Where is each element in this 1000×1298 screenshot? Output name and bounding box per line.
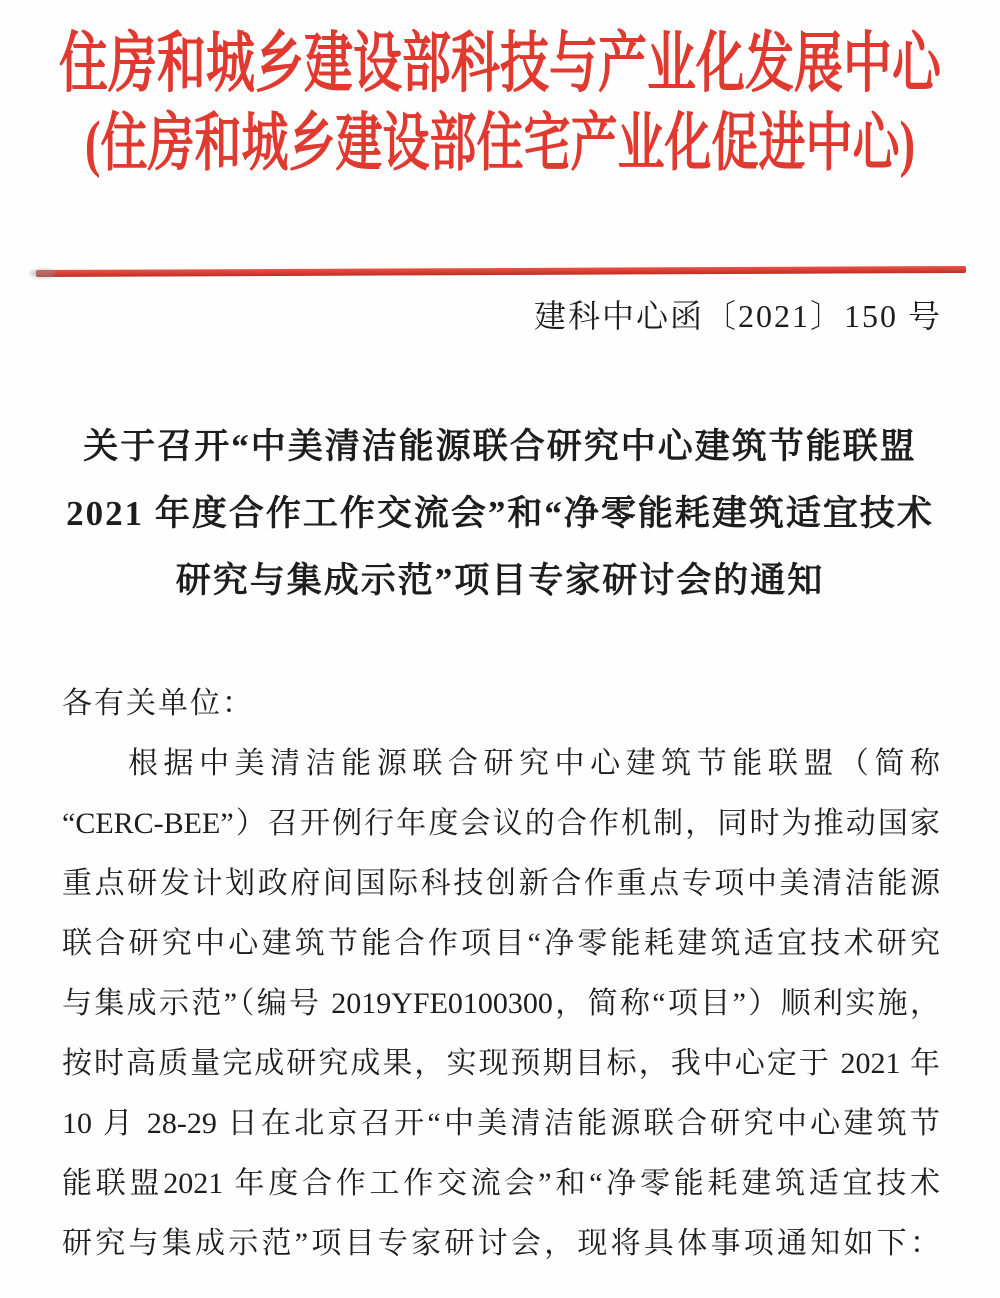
notice-title — [0, 413, 1000, 614]
letterhead-org-alias: (住房和城乡建设部住宅产业化促进中心) — [84, 108, 916, 180]
body-line: 根据中美清洁能源联合研究中心建筑节能联盟（简称 — [128, 747, 940, 780]
letterhead-divider-rule — [36, 266, 966, 277]
body-line: 与集成示范”（编号 2019YFE0100300，简称“项目”）顺利实施， — [62, 987, 940, 1020]
notice-title-line-1: 关于召开“中美清洁能源联合研究中心建筑节能联盟 — [83, 427, 917, 466]
notice-title-line-3: 研究与集成示范”项目专家研讨会的通知 — [175, 561, 825, 600]
body-line: 能联盟2021 年度合作工作交流会”和“净零能耗建筑适宜技术 — [62, 1167, 940, 1200]
body-line: 按时高质量完成研究成果，实现预期目标，我中心定于 2021 年 — [62, 1047, 940, 1080]
scan-smudge — [30, 269, 56, 278]
body-line: 10 月 28-29 日在北京召开“中美清洁能源联合研究中心建筑节 — [62, 1107, 940, 1140]
body-line: 联合研究中心建筑节能合作项目“净零能耗建筑适宜技术研究 — [62, 927, 940, 960]
body-line: 重点研发计划政府间国际科技创新合作重点专项中美清洁能源 — [62, 867, 940, 900]
document-number: 建科中心函〔2021〕150 号 — [533, 298, 942, 334]
body-line: 研究与集成示范”项目专家研讨会，现将具体事项通知如下： — [62, 1227, 940, 1260]
body-line: “CERC-BEE”）召开例行年度会议的合作机制，同时为推动国家 — [62, 807, 940, 840]
letterhead — [0, 0, 1000, 184]
letterhead-org-name: 住房和城乡建设部科技与产业化发展中心 — [58, 26, 941, 101]
notice-title-line-2: 2021 年度合作工作交流会”和“净零能耗建筑适宜技术 — [66, 494, 934, 533]
salutation: 各有关单位： — [62, 687, 254, 720]
letter-body — [0, 674, 1000, 1274]
